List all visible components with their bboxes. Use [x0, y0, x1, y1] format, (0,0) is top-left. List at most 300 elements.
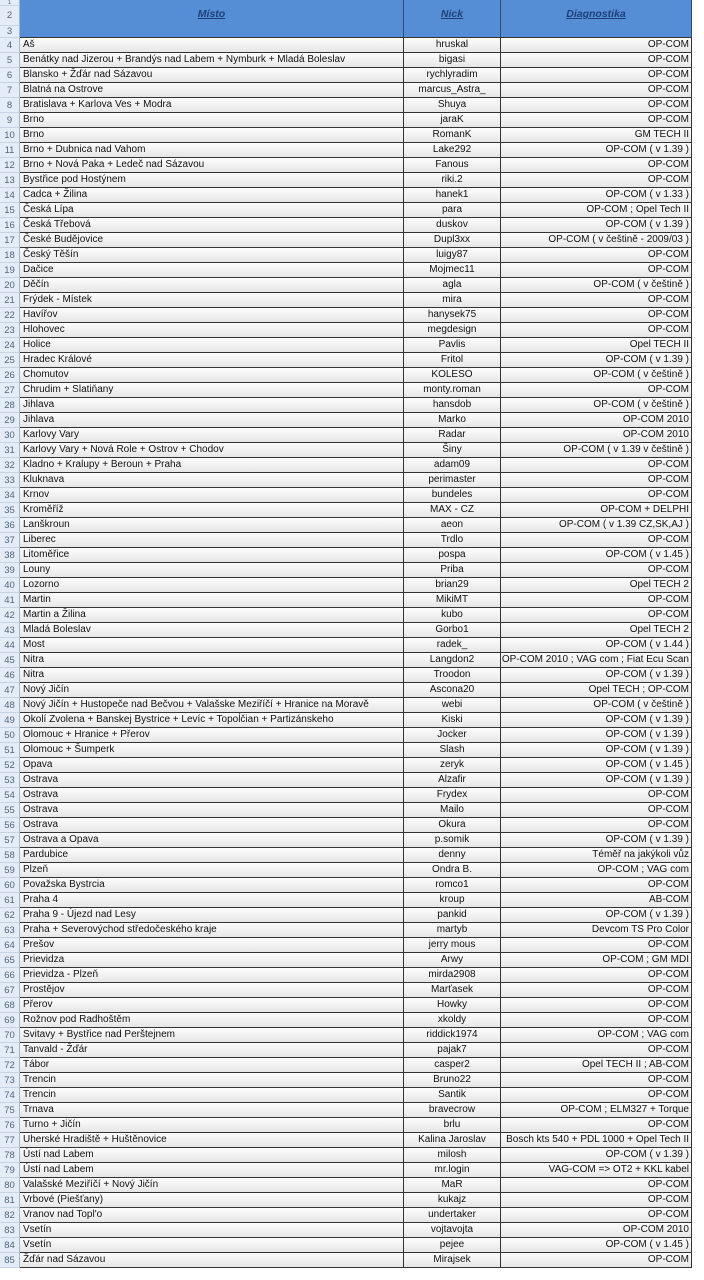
row-number[interactable]: 57 [0, 833, 20, 848]
cell-nick[interactable]: Howky [404, 998, 501, 1013]
cell-diagnostika[interactable]: OP-COM 2010 [501, 1223, 692, 1238]
cell-diagnostika[interactable]: OP-COM ; GM MDI [501, 953, 692, 968]
cell-diagnostika[interactable]: OP-COM ( v 1.44 ) [501, 638, 692, 653]
cell-nick[interactable]: Slash [404, 743, 501, 758]
cell-misto[interactable]: Okolí Zvolena + Banskej Bystrice + Levíc + Topoĺčian + Partizánskeho [20, 713, 404, 728]
cell-nick[interactable]: aeon [404, 518, 501, 533]
row-number[interactable]: 55 [0, 803, 20, 818]
cell-nick[interactable]: Bruno22 [404, 1073, 501, 1088]
cell-diagnostika[interactable]: OP-COM [501, 173, 692, 188]
row-number[interactable]: 76 [0, 1118, 20, 1133]
cell-nick[interactable]: Pavlis [404, 338, 501, 353]
row-number[interactable]: 84 [0, 1238, 20, 1253]
cell-diagnostika[interactable]: OP-COM [501, 383, 692, 398]
cell-nick[interactable]: Mirajsek [404, 1253, 501, 1268]
cell-misto[interactable]: Olomouc + Hranice + Přerov [20, 728, 404, 743]
cell-misto[interactable]: Opava [20, 758, 404, 773]
cell-diagnostika[interactable]: OP-COM 2010 [501, 428, 692, 443]
cell-diagnostika[interactable]: OP-COM [501, 1043, 692, 1058]
cell-nick[interactable]: radek_ [404, 638, 501, 653]
cell-diagnostika[interactable]: OP-COM [501, 1088, 692, 1103]
cell-diagnostika[interactable]: OP-COM ( v 1.39 ) [501, 713, 692, 728]
cell-misto[interactable]: Blatná na Ostrove [20, 83, 404, 98]
row-number[interactable]: 61 [0, 893, 20, 908]
cell-nick[interactable]: Troodon [404, 668, 501, 683]
cell-diagnostika[interactable]: OP-COM ( v 1.33 ) [501, 188, 692, 203]
cell-misto[interactable]: Nitra [20, 668, 404, 683]
cell-misto[interactable]: Dačice [20, 263, 404, 278]
cell-nick[interactable]: adam09 [404, 458, 501, 473]
cell-nick[interactable]: RomanK [404, 128, 501, 143]
cell-misto[interactable]: Holice [20, 338, 404, 353]
row-number[interactable]: 66 [0, 968, 20, 983]
cell-misto[interactable]: Valašské Meziříčí + Nový Jičín [20, 1178, 404, 1193]
cell-nick[interactable]: Langdon2 [404, 653, 501, 668]
cell-diagnostika[interactable]: OP-COM [501, 1073, 692, 1088]
row-number[interactable]: 15 [0, 203, 20, 218]
column-header-misto[interactable] [20, 6, 404, 26]
cell-nick[interactable]: hruskal [404, 38, 501, 53]
row-number[interactable]: 2 [0, 6, 20, 26]
row-number[interactable]: 69 [0, 1013, 20, 1028]
cell-nick[interactable]: MikiMT [404, 593, 501, 608]
cell-misto[interactable]: Ostrava a Opava [20, 833, 404, 848]
cell-misto[interactable]: Martin [20, 593, 404, 608]
row-number[interactable]: 77 [0, 1133, 20, 1148]
cell-misto[interactable]: Brno + Nová Paka + Ledeč nad Sázavou [20, 158, 404, 173]
row-number[interactable]: 82 [0, 1208, 20, 1223]
row-number[interactable]: 18 [0, 248, 20, 263]
cell-nick[interactable]: marcus_Astra_ [404, 83, 501, 98]
row-number[interactable]: 80 [0, 1178, 20, 1193]
cell-diagnostika[interactable]: OP-COM ( v 1.39 ) [501, 1148, 692, 1163]
cell-diagnostika[interactable]: OP-COM ( v 1.39 ) [501, 218, 692, 233]
row-number[interactable]: 25 [0, 353, 20, 368]
cell-diagnostika[interactable]: OP-COM [501, 788, 692, 803]
cell-misto[interactable]: Trnava [20, 1103, 404, 1118]
cell-nick[interactable]: denny [404, 848, 501, 863]
row-number[interactable]: 47 [0, 683, 20, 698]
row-number[interactable]: 49 [0, 713, 20, 728]
cell-diagnostika[interactable]: OP-COM ( v češtině ) [501, 698, 692, 713]
cell-nick[interactable]: riddick1974 [404, 1028, 501, 1043]
cell-diagnostika[interactable]: OP-COM [501, 323, 692, 338]
cell-misto[interactable]: Aš [20, 38, 404, 53]
cell-misto[interactable]: Přerov [20, 998, 404, 1013]
row-number[interactable]: 60 [0, 878, 20, 893]
row-number[interactable]: 12 [0, 158, 20, 173]
row-number[interactable]: 39 [0, 563, 20, 578]
cell-misto[interactable]: Olomouc + Šumperk [20, 743, 404, 758]
cell-misto[interactable]: Trencin [20, 1073, 404, 1088]
cell-misto[interactable]: Most [20, 638, 404, 653]
row-number[interactable]: 11 [0, 143, 20, 158]
cell-diagnostika[interactable]: OP-COM [501, 1118, 692, 1133]
cell-misto[interactable]: Frýdek - Místek [20, 293, 404, 308]
cell-nick[interactable]: Mojmec11 [404, 263, 501, 278]
row-number[interactable]: 54 [0, 788, 20, 803]
cell-nick[interactable]: Fritol [404, 353, 501, 368]
row-number[interactable]: 41 [0, 593, 20, 608]
cell-nick[interactable]: milosh [404, 1148, 501, 1163]
row-number[interactable]: 6 [0, 68, 20, 83]
cell-nick[interactable]: agla [404, 278, 501, 293]
cell-misto[interactable]: Plzeň [20, 863, 404, 878]
cell-diagnostika[interactable]: OP-COM [501, 608, 692, 623]
cell-misto[interactable]: Havířov [20, 308, 404, 323]
cell-nick[interactable]: mr.login [404, 1163, 501, 1178]
cell-diagnostika[interactable]: OP-COM [501, 38, 692, 53]
cell-misto[interactable]: Děčín [20, 278, 404, 293]
cell-nick[interactable]: Kiski [404, 713, 501, 728]
cell-misto[interactable]: Kluknava [20, 473, 404, 488]
cell-misto[interactable]: Litoměřice [20, 548, 404, 563]
cell-misto[interactable]: Louny [20, 563, 404, 578]
cell-misto[interactable]: Nitra [20, 653, 404, 668]
row-number[interactable]: 58 [0, 848, 20, 863]
cell-misto[interactable]: Cadca + Žilina [20, 188, 404, 203]
cell-nick[interactable]: casper2 [404, 1058, 501, 1073]
row-number[interactable]: 64 [0, 938, 20, 953]
cell-diagnostika[interactable]: Téměř na jakýkoli vůz [501, 848, 692, 863]
column-header-nick[interactable] [404, 6, 501, 26]
cell-diagnostika[interactable]: OP-COM [501, 1208, 692, 1223]
cell-nick[interactable]: pankid [404, 908, 501, 923]
row-number[interactable]: 21 [0, 293, 20, 308]
header-cell[interactable] [501, 26, 692, 38]
cell-nick[interactable]: Radar [404, 428, 501, 443]
cell-diagnostika[interactable]: Opel TECH 2 [501, 623, 692, 638]
cell-diagnostika[interactable]: OP-COM ( v 1.39 ) [501, 668, 692, 683]
cell-diagnostika[interactable]: OP-COM [501, 53, 692, 68]
cell-misto[interactable]: Karlovy Vary [20, 428, 404, 443]
cell-misto[interactable]: Turno + Jičín [20, 1118, 404, 1133]
cell-nick[interactable]: hanek1 [404, 188, 501, 203]
cell-misto[interactable]: Liberec [20, 533, 404, 548]
cell-nick[interactable]: Šiny [404, 443, 501, 458]
cell-diagnostika[interactable]: OP-COM [501, 263, 692, 278]
cell-diagnostika[interactable]: OP-COM 2010 ; VAG com ; Fiat Ecu Scan [501, 653, 692, 668]
row-number[interactable]: 28 [0, 398, 20, 413]
cell-nick[interactable]: hanysek75 [404, 308, 501, 323]
cell-misto[interactable]: Tábor [20, 1058, 404, 1073]
cell-diagnostika[interactable]: OP-COM [501, 818, 692, 833]
row-number[interactable]: 24 [0, 338, 20, 353]
cell-nick[interactable]: undertaker [404, 1208, 501, 1223]
cell-misto[interactable]: Bratislava + Karlova Ves + Modra [20, 98, 404, 113]
cell-nick[interactable]: Jocker [404, 728, 501, 743]
cell-nick[interactable]: Marko [404, 413, 501, 428]
row-number[interactable]: 37 [0, 533, 20, 548]
row-number[interactable]: 35 [0, 503, 20, 518]
cell-misto[interactable]: Mladá Boleslav [20, 623, 404, 638]
cell-misto[interactable]: Ostrava [20, 788, 404, 803]
row-number[interactable]: 46 [0, 668, 20, 683]
cell-misto[interactable]: Brno + Dubnica nad Vahom [20, 143, 404, 158]
column-header-diagnostika[interactable] [501, 6, 692, 26]
cell-nick[interactable]: Kalina Jaroslav [404, 1133, 501, 1148]
cell-diagnostika[interactable]: OP-COM [501, 113, 692, 128]
cell-misto[interactable]: Benátky nad Jizerou + Brandýs nad Labem + Nymburk + Mladá Boleslav [20, 53, 404, 68]
cell-misto[interactable]: Jihlava [20, 398, 404, 413]
cell-nick[interactable]: pajak7 [404, 1043, 501, 1058]
row-number[interactable]: 79 [0, 1163, 20, 1178]
cell-diagnostika[interactable]: OP-COM [501, 248, 692, 263]
cell-misto[interactable]: Ostrava [20, 803, 404, 818]
row-number[interactable]: 8 [0, 98, 20, 113]
cell-diagnostika[interactable]: OP-COM [501, 68, 692, 83]
cell-misto[interactable]: Chrudim + Slatiňany [20, 383, 404, 398]
cell-misto[interactable]: Krnov [20, 488, 404, 503]
cell-misto[interactable]: Lanškroun [20, 518, 404, 533]
header-cell[interactable] [20, 26, 404, 38]
cell-misto[interactable]: Nový Jičín [20, 683, 404, 698]
cell-misto[interactable]: Martin a Žilina [20, 608, 404, 623]
cell-diagnostika[interactable]: Bosch kts 540 + PDL 1000 + Opel Tech II [501, 1133, 692, 1148]
cell-misto[interactable]: Lozorno [20, 578, 404, 593]
cell-diagnostika[interactable]: OP-COM [501, 488, 692, 503]
cell-nick[interactable]: Alzafir [404, 773, 501, 788]
row-number[interactable]: 29 [0, 413, 20, 428]
cell-diagnostika[interactable]: OP-COM ( v 1.39 ) [501, 833, 692, 848]
cell-diagnostika[interactable]: OP-COM ( v 1.39 ) [501, 728, 692, 743]
cell-nick[interactable]: bigasi [404, 53, 501, 68]
cell-nick[interactable]: megdesign [404, 323, 501, 338]
cell-diagnostika[interactable]: OP-COM [501, 983, 692, 998]
cell-diagnostika[interactable]: OP-COM ( v 1.45 ) [501, 758, 692, 773]
cell-nick[interactable]: mira [404, 293, 501, 308]
cell-nick[interactable]: kukajz [404, 1193, 501, 1208]
cell-nick[interactable]: p.somik [404, 833, 501, 848]
cell-misto[interactable]: Chomutov [20, 368, 404, 383]
cell-misto[interactable]: Hradec Králové [20, 353, 404, 368]
cell-diagnostika[interactable]: OP-COM ( v 1.39 ) [501, 773, 692, 788]
row-number[interactable]: 62 [0, 908, 20, 923]
cell-diagnostika[interactable]: OP-COM ; ELM327 + Torque [501, 1103, 692, 1118]
row-number[interactable]: 73 [0, 1073, 20, 1088]
row-number[interactable]: 43 [0, 623, 20, 638]
row-number[interactable]: 38 [0, 548, 20, 563]
row-number[interactable]: 10 [0, 128, 20, 143]
row-number[interactable]: 26 [0, 368, 20, 383]
cell-nick[interactable]: jaraK [404, 113, 501, 128]
cell-nick[interactable]: Ascona20 [404, 683, 501, 698]
cell-nick[interactable]: Lake292 [404, 143, 501, 158]
cell-misto[interactable]: Rožnov pod Radhoštěm [20, 1013, 404, 1028]
cell-nick[interactable]: mirda2908 [404, 968, 501, 983]
cell-misto[interactable]: Svitavy + Bystřice nad Perštejnem [20, 1028, 404, 1043]
row-number[interactable]: 36 [0, 518, 20, 533]
cell-diagnostika[interactable]: Opel TECH II [501, 338, 692, 353]
cell-diagnostika[interactable]: OP-COM [501, 938, 692, 953]
cell-misto[interactable]: Prostějov [20, 983, 404, 998]
row-number[interactable]: 48 [0, 698, 20, 713]
row-number[interactable]: 22 [0, 308, 20, 323]
cell-misto[interactable]: Praha + Severovýchod středočeského kraje [20, 923, 404, 938]
cell-misto[interactable]: Jihlava [20, 413, 404, 428]
cell-misto[interactable]: Hlohovec [20, 323, 404, 338]
cell-misto[interactable]: Karlovy Vary + Nová Role + Ostrov + Chodov [20, 443, 404, 458]
cell-diagnostika[interactable]: OP-COM [501, 563, 692, 578]
row-number[interactable]: 32 [0, 458, 20, 473]
row-number[interactable]: 40 [0, 578, 20, 593]
row-number[interactable]: 1 [0, 0, 20, 6]
cell-diagnostika[interactable]: Opel TECH 2 [501, 578, 692, 593]
row-number[interactable]: 68 [0, 998, 20, 1013]
cell-misto[interactable]: Bystřice pod Hostýnem [20, 173, 404, 188]
cell-misto[interactable]: Český Těšín [20, 248, 404, 263]
cell-misto[interactable]: Uherské Hradiště + Huštěnovice [20, 1133, 404, 1148]
cell-nick[interactable]: Gorbo1 [404, 623, 501, 638]
cell-diagnostika[interactable]: OP-COM [501, 83, 692, 98]
cell-nick[interactable]: zeryk [404, 758, 501, 773]
row-number[interactable]: 74 [0, 1088, 20, 1103]
cell-misto[interactable]: Tanvald - Žďár [20, 1043, 404, 1058]
cell-diagnostika[interactable]: OP-COM [501, 158, 692, 173]
row-number[interactable]: 23 [0, 323, 20, 338]
cell-diagnostika[interactable]: GM TECH II [501, 128, 692, 143]
cell-diagnostika[interactable]: OP-COM ( v češtině ) [501, 278, 692, 293]
cell-nick[interactable]: bundeles [404, 488, 501, 503]
header-cell[interactable] [404, 26, 501, 38]
row-number[interactable]: 85 [0, 1253, 20, 1268]
cell-misto[interactable]: Vrbové (Piešťany) [20, 1193, 404, 1208]
cell-nick[interactable]: hansdob [404, 398, 501, 413]
cell-diagnostika[interactable]: OP-COM ( v 1.39 ) [501, 908, 692, 923]
row-number[interactable]: 53 [0, 773, 20, 788]
row-number[interactable]: 56 [0, 818, 20, 833]
cell-misto[interactable]: Ostrava [20, 773, 404, 788]
cell-misto[interactable]: Prešov [20, 938, 404, 953]
cell-diagnostika[interactable]: AB-COM [501, 893, 692, 908]
cell-misto[interactable]: Nový Jičín + Hustopeče nad Bečvou + Valašske Meziříčí + Hranice na Moravě [20, 698, 404, 713]
cell-nick[interactable]: duskov [404, 218, 501, 233]
cell-diagnostika[interactable]: OP-COM ( v češtině - 2009/03 ) [501, 233, 692, 248]
cell-nick[interactable]: MAX - CZ [404, 503, 501, 518]
cell-nick[interactable]: kubo [404, 608, 501, 623]
cell-nick[interactable]: martyb [404, 923, 501, 938]
cell-diagnostika[interactable]: VAG-COM => OT2 + KKL kabel [501, 1163, 692, 1178]
cell-diagnostika[interactable]: OP-COM ; VAG com [501, 863, 692, 878]
cell-nick[interactable]: Priba [404, 563, 501, 578]
cell-misto[interactable]: Trencin [20, 1088, 404, 1103]
cell-diagnostika[interactable]: OP-COM 2010 [501, 413, 692, 428]
row-number[interactable]: 44 [0, 638, 20, 653]
cell-diagnostika[interactable]: OP-COM [501, 308, 692, 323]
row-number[interactable]: 7 [0, 83, 20, 98]
cell-nick[interactable]: webi [404, 698, 501, 713]
cell-diagnostika[interactable]: OP-COM ( v 1.39 CZ,SK,AJ ) [501, 518, 692, 533]
cell-misto[interactable]: Praha 9 - Újezd nad Lesy [20, 908, 404, 923]
cell-diagnostika[interactable]: OP-COM ( v 1.39 ) [501, 143, 692, 158]
cell-diagnostika[interactable]: OP-COM ; Opel Tech II [501, 203, 692, 218]
cell-misto[interactable]: Ostrava [20, 818, 404, 833]
cell-nick[interactable]: riki.2 [404, 173, 501, 188]
cell-diagnostika[interactable]: OP-COM [501, 533, 692, 548]
row-number[interactable]: 34 [0, 488, 20, 503]
cell-misto[interactable]: Brno [20, 128, 404, 143]
row-number[interactable]: 17 [0, 233, 20, 248]
cell-nick[interactable]: luigy87 [404, 248, 501, 263]
row-number[interactable]: 45 [0, 653, 20, 668]
row-number[interactable]: 71 [0, 1043, 20, 1058]
cell-misto[interactable]: Vsetín [20, 1238, 404, 1253]
cell-nick[interactable]: Arwy [404, 953, 501, 968]
row-number[interactable]: 63 [0, 923, 20, 938]
cell-diagnostika[interactable]: OP-COM [501, 1193, 692, 1208]
row-number[interactable]: 72 [0, 1058, 20, 1073]
cell-nick[interactable]: Okura [404, 818, 501, 833]
cell-diagnostika[interactable]: OP-COM [501, 803, 692, 818]
cell-misto[interactable]: Praha 4 [20, 893, 404, 908]
cell-nick[interactable]: Dupl3xx [404, 233, 501, 248]
cell-diagnostika[interactable]: OP-COM [501, 593, 692, 608]
cell-misto[interactable]: Považska Bystrcia [20, 878, 404, 893]
cell-nick[interactable]: perimaster [404, 473, 501, 488]
row-number[interactable]: 42 [0, 608, 20, 623]
row-number[interactable]: 19 [0, 263, 20, 278]
cell-misto[interactable]: Česká Lípa [20, 203, 404, 218]
row-number[interactable]: 50 [0, 728, 20, 743]
cell-misto[interactable]: Kladno + Kralupy + Beroun + Praha [20, 458, 404, 473]
row-number[interactable]: 13 [0, 173, 20, 188]
cell-misto[interactable]: Pardubice [20, 848, 404, 863]
cell-nick[interactable]: Mailo [404, 803, 501, 818]
cell-diagnostika[interactable]: OP-COM [501, 1013, 692, 1028]
row-number[interactable]: 81 [0, 1193, 20, 1208]
cell-nick[interactable]: KOLESO [404, 368, 501, 383]
cell-diagnostika[interactable]: OP-COM [501, 98, 692, 113]
row-number[interactable]: 33 [0, 473, 20, 488]
row-number[interactable]: 75 [0, 1103, 20, 1118]
cell-misto[interactable]: Blansko + Žďár nad Sázavou [20, 68, 404, 83]
cell-diagnostika[interactable]: OP-COM [501, 293, 692, 308]
row-number[interactable]: 4 [0, 38, 20, 53]
cell-nick[interactable]: vojtavojta [404, 1223, 501, 1238]
row-number[interactable]: 78 [0, 1148, 20, 1163]
cell-misto[interactable]: Vranov nad Topl'o [20, 1208, 404, 1223]
cell-nick[interactable]: brlu [404, 1118, 501, 1133]
row-number[interactable]: 5 [0, 53, 20, 68]
row-number[interactable]: 16 [0, 218, 20, 233]
cell-misto[interactable]: Brno [20, 113, 404, 128]
row-number[interactable]: 70 [0, 1028, 20, 1043]
cell-diagnostika[interactable]: OP-COM [501, 1178, 692, 1193]
cell-nick[interactable]: rychlyradim [404, 68, 501, 83]
cell-nick[interactable]: kroup [404, 893, 501, 908]
cell-diagnostika[interactable]: OP-COM [501, 878, 692, 893]
cell-nick[interactable]: Marťasek [404, 983, 501, 998]
cell-misto[interactable]: Žďár nad Sázavou [20, 1253, 404, 1268]
cell-diagnostika[interactable]: OP-COM + DELPHI [501, 503, 692, 518]
cell-misto[interactable]: Prievidza - Plzeň [20, 968, 404, 983]
cell-nick[interactable]: monty.roman [404, 383, 501, 398]
cell-diagnostika[interactable]: OP-COM ( v češtině ) [501, 398, 692, 413]
cell-nick[interactable]: bravecrow [404, 1103, 501, 1118]
row-number[interactable]: 67 [0, 983, 20, 998]
cell-diagnostika[interactable]: OP-COM ( v 1.45 ) [501, 548, 692, 563]
cell-diagnostika[interactable]: OP-COM [501, 998, 692, 1013]
cell-diagnostika[interactable]: OP-COM [501, 473, 692, 488]
cell-diagnostika[interactable]: OP-COM ( v 1.39 v češtině ) [501, 443, 692, 458]
row-number[interactable]: 65 [0, 953, 20, 968]
cell-misto[interactable]: Kroměříž [20, 503, 404, 518]
cell-nick[interactable]: Santik [404, 1088, 501, 1103]
row-number[interactable]: 14 [0, 188, 20, 203]
cell-diagnostika[interactable]: OP-COM ( v 1.39 ) [501, 743, 692, 758]
row-number[interactable]: 52 [0, 758, 20, 773]
cell-diagnostika[interactable]: Opel TECH II ; AB-COM [501, 1058, 692, 1073]
